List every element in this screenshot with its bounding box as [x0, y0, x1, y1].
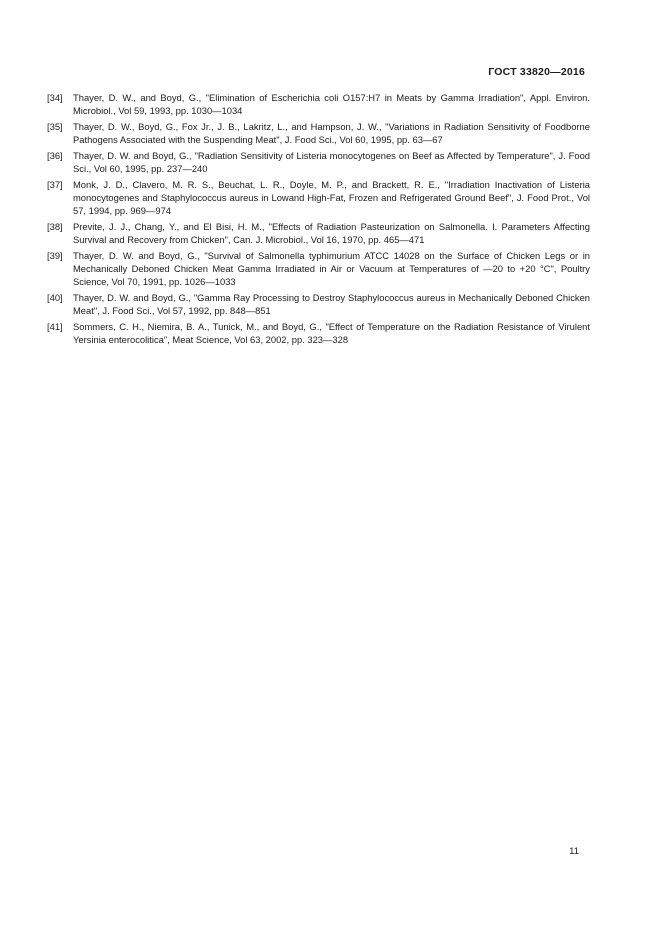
- reference-citation: Previte, J. J., Chang, Y., and El Bisi, H. M., "Effects of Radiation Pasteurization on Salmonella. I. Parameters Affecting Survival and Recovery from Chicken", Can. J. Microbiol., Vol 16, 1970, pp. 465—471: [73, 221, 590, 245]
- reference-entry-35: [47, 120, 590, 146]
- reference-list: [47, 91, 590, 349]
- reference-entry-39: [47, 249, 590, 288]
- document-code-header: ГОСТ 33820—2016: [488, 66, 585, 78]
- reference-entry-38: [47, 220, 590, 246]
- reference-citation: Thayer, D. W. and Boyd, G., "Survival of Salmonella typhimurium ATCC 14028 on the Surface of Chicken Legs or in Mechanically Deboned Chicken Meat Gamma Irradiated in Air or Vacuum at Temperatures of —20 to +20 °C", Poultry Science, Vol 70, 1991, pp. 1026—1033: [73, 250, 590, 287]
- reference-number: [41]: [47, 321, 63, 332]
- reference-citation: Thayer, D. W., and Boyd, G., "Elimination of Escherichia coli O157:H7 in Meats by Gamma Irradiation", Appl. Environ. Microbiol., Vol 59, 1993, pp. 1030—1034: [73, 92, 590, 116]
- reference-citation: Thayer, D. W. and Boyd, G., "Gamma Ray Processing to Destroy Staphylococcus aureus in Mechanically Deboned Chicken Meat", J. Food Sci., Vol 57, 1992, pp. 848—851: [73, 292, 590, 316]
- reference-number: [35]: [47, 121, 63, 132]
- reference-citation: Monk, J. D., Clavero, M. R. S., Beuchat, L. R., Doyle, M. P., and Brackett, R. E., "Irradiation Inactivation of Listeria monocytogenes and Staphylococcus aureus in Lowand High-Fat, Frozen and Refrigerated Ground Beef", J. Food Prot., Vol 57, 1994, pp. 969—974: [73, 179, 590, 216]
- reference-citation: Thayer, D. W. and Boyd, G., "Radiation Sensitivity of Listeria monocytogenes on Beef as Affected by Temperature", J. Food Sci., Vol 60, 1995, pp. 237—240: [73, 150, 590, 174]
- reference-entry-41: [47, 320, 590, 346]
- reference-number: [38]: [47, 221, 63, 232]
- reference-entry-37: [47, 178, 590, 217]
- reference-number: [39]: [47, 250, 63, 261]
- reference-entry-34: [47, 91, 590, 117]
- reference-number: [37]: [47, 179, 63, 190]
- reference-citation: Thayer, D. W., Boyd, G., Fox Jr., J. B., Lakritz, L., and Hampson, J. W., "Variations in Radiation Sensitivity of Foodborne Pathogens Associated with the Suspending Meat", J. Food Sci., Vol 60, 1995, pp. 63—67: [73, 121, 590, 145]
- reference-entry-36: [47, 149, 590, 175]
- page-number: 11: [569, 846, 579, 857]
- reference-citation: Sommers, C. H., Niemira, B. A., Tunick, M., and Boyd, G., "Effect of Temperature on the Radiation Resistance of Virulent Yersinia enterocolitica", Meat Science, Vol 63, 2002, pp. 323—328: [73, 321, 590, 345]
- reference-number: [34]: [47, 92, 63, 103]
- reference-entry-40: [47, 291, 590, 317]
- reference-number: [36]: [47, 150, 63, 161]
- reference-number: [40]: [47, 292, 63, 303]
